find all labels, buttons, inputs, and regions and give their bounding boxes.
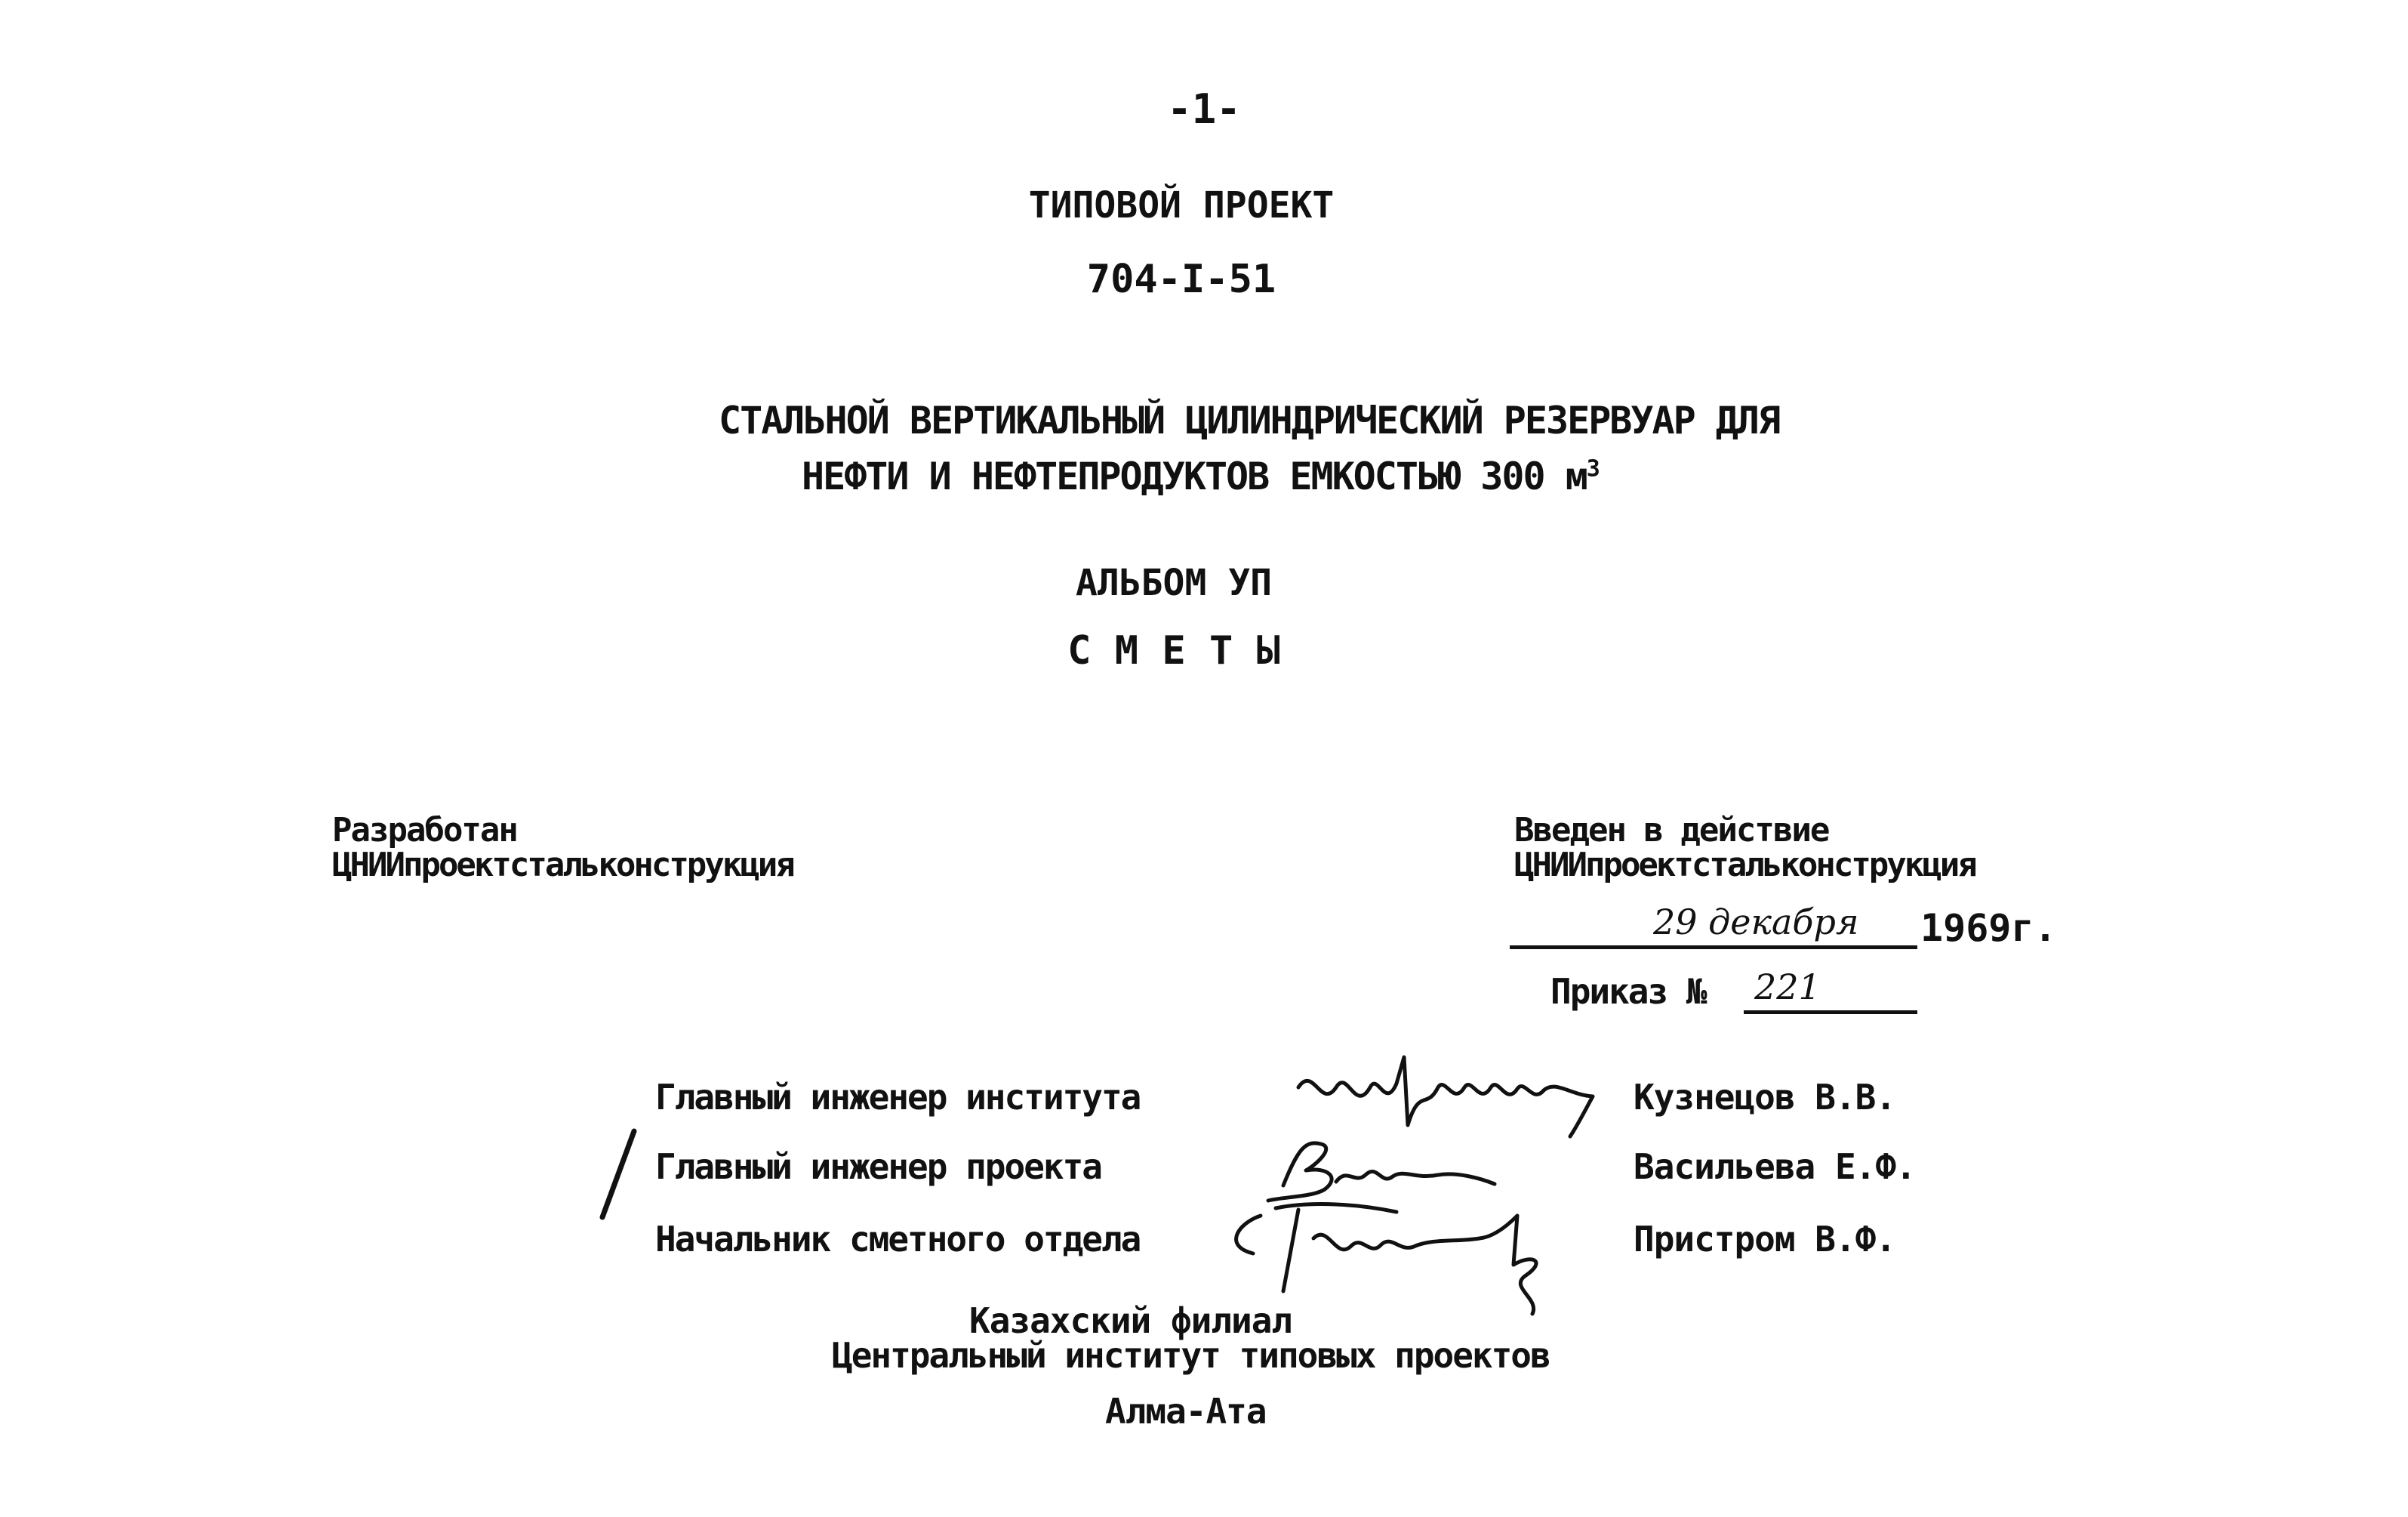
order-underline: [1744, 1010, 1917, 1014]
title-unit-exponent: 3: [1586, 455, 1599, 483]
date-handwritten: 29 декабря: [1653, 902, 1859, 942]
date-year: 1969г.: [1920, 906, 2057, 950]
signatory-role-3: Начальник сметного отдела: [655, 1219, 1141, 1260]
title-line-2-text: НЕФТИ И НЕФТЕПРОДУКТОВ ЕМКОСТЬЮ 300 м: [802, 455, 1587, 498]
signatory-role-1: Главный инженер института: [655, 1077, 1141, 1118]
signatory-role-2: Главный инженер проекта: [655, 1146, 1101, 1187]
signature-3: [1208, 1193, 1585, 1314]
signatory-name-1: Кузнецов В.В.: [1634, 1077, 1896, 1118]
section-label: С М Е Т Ы: [1067, 628, 1280, 674]
approved-org: ЦНИИпроектстальконструкция: [1514, 846, 1975, 884]
title-line-1: СТАЛЬНОЙ ВЕРТИКАЛЬНЫЙ ЦИЛИНДРИЧЕСКИЙ РЕЗЕРВУАР ДЛЯ: [719, 399, 1780, 442]
approved-label: Введен в действие: [1514, 811, 1829, 849]
order-label: Приказ №: [1550, 971, 1706, 1012]
signatory-name-3: Пристром В.Ф.: [1634, 1219, 1896, 1260]
project-type: ТИПОВОЙ ПРОЕКТ: [1028, 184, 1335, 227]
developed-org: ЦНИИпроектстальконструкция: [332, 846, 793, 884]
date-underline: [1510, 945, 1917, 949]
project-code: 704-I-51: [1086, 257, 1276, 302]
title-line-2: [802, 455, 1599, 498]
developed-label: Разработан: [332, 811, 517, 849]
footer-branch: Казахский филиал: [969, 1300, 1292, 1341]
footer-institute: Центральный институт типовых проектов: [832, 1335, 1550, 1376]
album-label: АЛЬБОМ УП: [1075, 562, 1273, 604]
page-number: -1-: [1167, 85, 1241, 133]
margin-slash-mark: [596, 1125, 642, 1223]
signatory-name-2: Васильева Е.Ф.: [1634, 1146, 1916, 1187]
footer-city: Алма-Ата: [1105, 1391, 1267, 1432]
order-number: 221: [1754, 967, 1821, 1007]
